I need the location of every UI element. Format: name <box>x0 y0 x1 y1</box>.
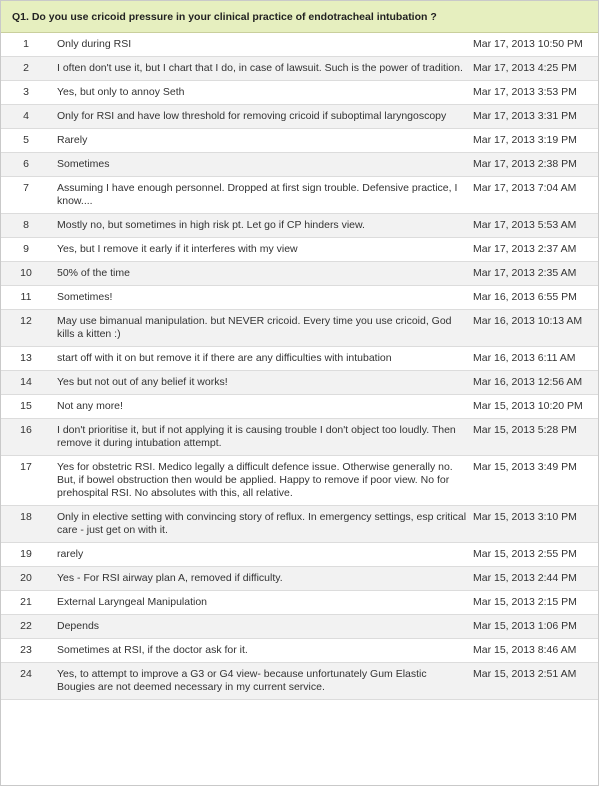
question-title: Q1. Do you use cricoid pressure in your clinical practice of endotracheal intubation ? <box>12 10 437 23</box>
table-row <box>1 33 598 57</box>
table-row <box>1 615 598 639</box>
response-date: Mar 17, 2013 3:53 PM <box>473 81 598 105</box>
response-text: rarely <box>57 543 473 567</box>
response-text: Assuming I have enough personnel. Dropped at first sign trouble. Defensive practice, I know.... <box>57 177 473 214</box>
response-date: Mar 15, 2013 2:55 PM <box>473 543 598 567</box>
response-date: Mar 15, 2013 5:28 PM <box>473 419 598 456</box>
table-row <box>1 57 598 81</box>
table-row <box>1 419 598 456</box>
response-number: 2 <box>1 57 57 81</box>
response-text: Yes - For RSI airway plan A, removed if difficulty. <box>57 567 473 591</box>
response-number: 21 <box>1 591 57 615</box>
table-row <box>1 81 598 105</box>
table-row <box>1 105 598 129</box>
response-date: Mar 16, 2013 6:11 AM <box>473 347 598 371</box>
response-text: Only in elective setting with convincing story of reflux. In emergency settings, esp critical care - just get on with it. <box>57 506 473 543</box>
response-number: 7 <box>1 177 57 214</box>
response-number: 3 <box>1 81 57 105</box>
table-row <box>1 262 598 286</box>
response-date: Mar 15, 2013 2:44 PM <box>473 567 598 591</box>
table-row <box>1 639 598 663</box>
table-row <box>1 286 598 310</box>
response-text: Rarely <box>57 129 473 153</box>
response-number: 9 <box>1 238 57 262</box>
response-text: External Laryngeal Manipulation <box>57 591 473 615</box>
response-number: 12 <box>1 310 57 347</box>
response-text: 50% of the time <box>57 262 473 286</box>
response-date: Mar 16, 2013 6:55 PM <box>473 286 598 310</box>
table-row <box>1 456 598 506</box>
response-date: Mar 17, 2013 2:35 AM <box>473 262 598 286</box>
response-date: Mar 17, 2013 7:04 AM <box>473 177 598 214</box>
table-row <box>1 543 598 567</box>
table-row <box>1 395 598 419</box>
response-number: 18 <box>1 506 57 543</box>
response-text: Yes for obstetric RSI. Medico legally a difficult defence issue. Otherwise generally no. But, if bowel obstruction then would be applied. Happy to remove if poor view. No for prehospital RSI. No absolutes with this, all relative. <box>57 456 473 506</box>
response-number: 6 <box>1 153 57 177</box>
response-number: 24 <box>1 663 57 700</box>
response-date: Mar 16, 2013 12:56 AM <box>473 371 598 395</box>
response-text: Yes, but I remove it early if it interferes with my view <box>57 238 473 262</box>
table-row <box>1 310 598 347</box>
response-text: Only for RSI and have low threshold for removing cricoid if suboptimal laryngoscopy <box>57 105 473 129</box>
table-row <box>1 238 598 262</box>
response-date: Mar 17, 2013 3:19 PM <box>473 129 598 153</box>
response-date: Mar 15, 2013 1:06 PM <box>473 615 598 639</box>
response-number: 11 <box>1 286 57 310</box>
response-text: Sometimes! <box>57 286 473 310</box>
response-text: Yes but not out of any belief it works! <box>57 371 473 395</box>
responses-table <box>1 33 598 700</box>
table-row <box>1 371 598 395</box>
table-row <box>1 129 598 153</box>
response-number: 4 <box>1 105 57 129</box>
response-date: Mar 15, 2013 8:46 AM <box>473 639 598 663</box>
response-number: 17 <box>1 456 57 506</box>
response-text: start off with it on but remove it if there are any difficulties with intubation <box>57 347 473 371</box>
table-row <box>1 347 598 371</box>
response-text: May use bimanual manipulation. but NEVER cricoid. Every time you use cricoid, God kills a kitten :) <box>57 310 473 347</box>
table-row <box>1 663 598 700</box>
response-text: I often don't use it, but I chart that I do, in case of lawsuit. Such is the power of tradition. <box>57 57 473 81</box>
table-row <box>1 177 598 214</box>
response-date: Mar 17, 2013 2:37 AM <box>473 238 598 262</box>
response-number: 1 <box>1 33 57 57</box>
response-number: 8 <box>1 214 57 238</box>
response-text: Sometimes <box>57 153 473 177</box>
response-number: 10 <box>1 262 57 286</box>
response-date: Mar 17, 2013 10:50 PM <box>473 33 598 57</box>
response-number: 22 <box>1 615 57 639</box>
response-number: 5 <box>1 129 57 153</box>
response-date: Mar 17, 2013 5:53 AM <box>473 214 598 238</box>
response-text: Yes, but only to annoy Seth <box>57 81 473 105</box>
response-date: Mar 16, 2013 10:13 AM <box>473 310 598 347</box>
response-text: Mostly no, but sometimes in high risk pt. Let go if CP hinders view. <box>57 214 473 238</box>
response-text: Only during RSI <box>57 33 473 57</box>
table-row <box>1 591 598 615</box>
response-date: Mar 17, 2013 3:31 PM <box>473 105 598 129</box>
response-date: Mar 15, 2013 3:10 PM <box>473 506 598 543</box>
table-row <box>1 214 598 238</box>
response-number: 23 <box>1 639 57 663</box>
response-date: Mar 17, 2013 4:25 PM <box>473 57 598 81</box>
response-number: 20 <box>1 567 57 591</box>
question-header <box>1 1 598 33</box>
response-date: Mar 15, 2013 2:15 PM <box>473 591 598 615</box>
response-date: Mar 15, 2013 2:51 AM <box>473 663 598 700</box>
response-number: 16 <box>1 419 57 456</box>
response-number: 14 <box>1 371 57 395</box>
response-number: 15 <box>1 395 57 419</box>
response-date: Mar 15, 2013 10:20 PM <box>473 395 598 419</box>
response-text: Depends <box>57 615 473 639</box>
table-row <box>1 506 598 543</box>
table-row <box>1 567 598 591</box>
response-text: Not any more! <box>57 395 473 419</box>
response-date: Mar 15, 2013 3:49 PM <box>473 456 598 506</box>
response-text: I don't prioritise it, but if not applying it is causing trouble I don't object too loudly. Then remove it during intubation attempt. <box>57 419 473 456</box>
table-row <box>1 153 598 177</box>
response-number: 13 <box>1 347 57 371</box>
response-number: 19 <box>1 543 57 567</box>
response-text: Yes, to attempt to improve a G3 or G4 view- because unfortunately Gum Elastic Bougies are not deemed necessary in my current service. <box>57 663 473 700</box>
response-text: Sometimes at RSI, if the doctor ask for it. <box>57 639 473 663</box>
response-date: Mar 17, 2013 2:38 PM <box>473 153 598 177</box>
